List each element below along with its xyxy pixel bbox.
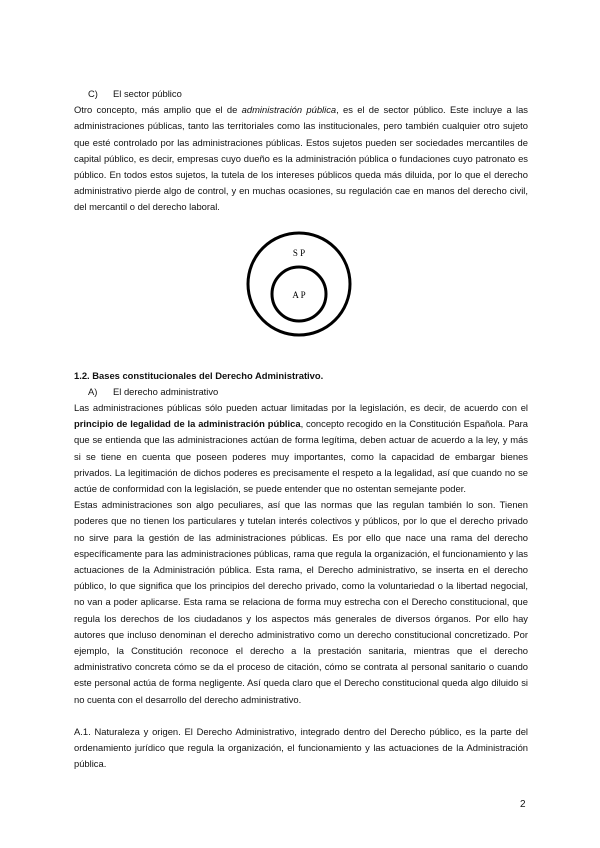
legality-principle-bold: principio de legalidad de la administración pública	[74, 418, 301, 430]
sector-diagram	[74, 230, 528, 338]
section-c-label: C)	[88, 88, 98, 99]
section-a-label: A)	[88, 385, 98, 397]
outer-circle-label: S P	[292, 247, 306, 258]
legality-text-post: , concepto recogido en la Constitución Española. Para que se entienda que las administraciones actúan de forma legítima, deben actuar de acuerdo a la ley, y más si se tiene en cuenta que poseen poderes muy importantes, como la capacidad de embargar bienes privados. La legitimación de dichos poderes es precisamente el respeto a la legalidad, así que cuando no se actúe de conformidad con la legislación, se puede entender que no ostentan semejante poder.	[74, 418, 528, 495]
section-a1-paragraph: A.1. Naturaleza y origen. El Derecho Administrativo, integrado dentro del Derecho público, es la parte del ordenamiento jurídico que regula la organización, el funcionamiento y las actuaciones de la Administración pública.	[74, 725, 528, 770]
paragraph-gap	[74, 708, 528, 724]
section-c-heading	[74, 86, 528, 102]
inner-circle-label: A P	[292, 289, 306, 300]
section-1-2-heading: 1.2. Bases constitucionales del Derecho Administrativo.	[74, 369, 324, 381]
legality-text-pre: Las administraciones públicas sólo pueden actuar limitadas por la legislación, es decir, de acuerdo con el	[74, 402, 528, 414]
section-c-paragraph	[74, 102, 528, 215]
page-number: 2	[520, 799, 526, 810]
section-c-title: El sector público	[113, 88, 182, 99]
section-c-text-pre: Otro concepto, más amplio que el de	[74, 104, 242, 116]
legality-paragraph	[74, 400, 528, 497]
administrative-law-paragraph: Estas administraciones son algo peculiares, así que las normas que las regulan también lo son. Tienen poderes que no tienen los particulares y tutelan interés colectivos y públicos, por lo que el derecho privado no sirve para la gestión de las administraciones públicas. Es por ello que nace una rama del derecho específicamente para las administraciones públicas, rama que regula la organización, el funcionamiento y las actuaciones de la Administración pública. Esta rama, el Derecho administrativo, se inserta en el derecho público, lo que significa que los principios del derecho privado, como la voluntariedad o la libertad negocial, no van a poder aplicarse. Esta rama se relaciona de forma muy estrecha con el Derecho constitucional, que regula los derechos de los ciudadanos y los aspectos más generales de diversos órganos. Por ello hay autores que incluso denominan el derecho administrativo como un derecho constitucional concretizado. Por ejemplo, la Constitución reconoce el derecho a la prestación sanitaria, mientras que el derecho administrativo concreta cómo se da el proceso de citación, cómo se contrata al personal sanitario o cuando este personal actúa de forma negligente. Así queda claro que el Derecho constitucional queda algo diluido si no cuenta con el desarrollo del derecho administrativo.	[74, 499, 528, 705]
section-c-text-em: administración pública	[241, 104, 337, 116]
section-c-text-post: , es el de sector público. Este incluye a las administraciones públicas, tanto las territoriales como las institucionales, pero también cualquier otro sujeto que esté controlado por las administraciones públicas. Estos sujetos pueden ser sociedades mercantiles de capital público, es decir, empresas cuyo dueño es la administración pública o fundaciones cuyo patronato es público. En todos estos sujetos, la tutela de los intereses públicos queda más diluida, por lo que el derecho administrativo pierde algo de control, y en muchas ocasiones, su regulación cae en manos del derecho civil, del mercantil o del derecho laboral.	[74, 104, 528, 213]
section-a-heading	[74, 384, 528, 400]
section-a-title: El derecho administrativo	[113, 385, 219, 397]
page-content	[74, 86, 528, 773]
concentric-circles-figure	[244, 230, 354, 338]
